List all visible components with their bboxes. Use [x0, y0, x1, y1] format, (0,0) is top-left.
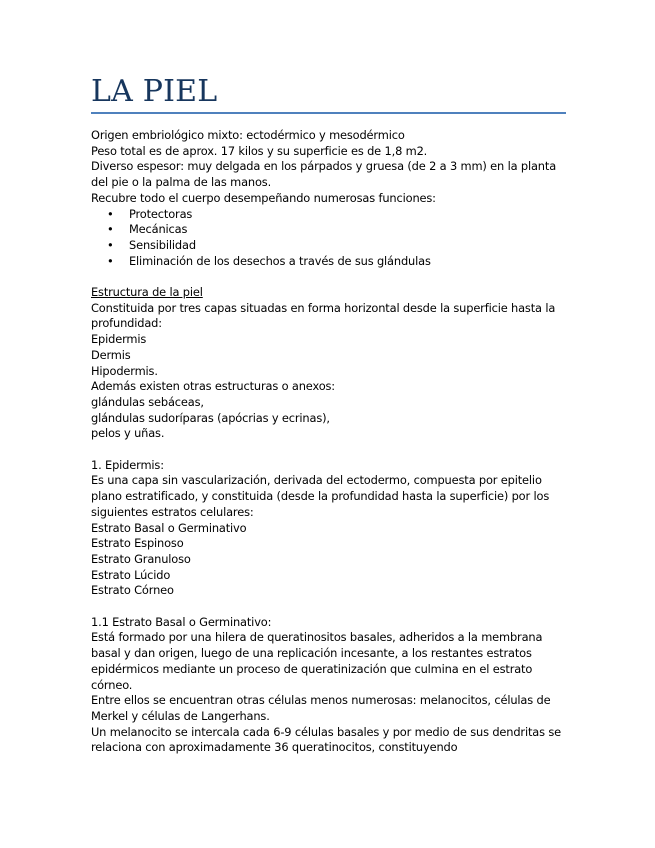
intro-line-espesor: Diverso espesor: muy delgada en los párpados y gruesa (de 2 a 3 mm) en la planta del pie o la palma de las manos. — [91, 159, 557, 190]
section-heading-estructura: Estructura de la piel — [91, 285, 203, 300]
bullet-icon: • — [107, 237, 114, 252]
estructura-line: Hipodermis. — [91, 363, 158, 378]
estructura-line: Dermis — [91, 347, 131, 362]
epidermis-line: Estrato Lúcido — [91, 567, 171, 582]
paragraph-spacer — [91, 599, 566, 615]
document-page — [91, 74, 566, 756]
list-item-label: Eliminación de los desechos a través de sus glándulas — [129, 253, 431, 268]
epidermis-line: Estrato Basal o Germinativo — [91, 520, 247, 535]
epidermis-line: Estrato Córneo — [91, 583, 174, 598]
list-item-label: Mecánicas — [129, 222, 188, 237]
list-item — [107, 253, 566, 270]
intro-line-peso: Peso total es de aprox. 17 kilos y su superficie es de 1,8 m2. — [91, 143, 428, 158]
estructura-line: Constituida por tres capas situadas en forma horizontal desde la superficie hasta la profundidad: — [91, 300, 556, 331]
list-item — [107, 237, 566, 254]
basal-line: Entre ellos se encuentran otras células menos numerosas: melanocitos, células de Merkel y células de Langerhans. — [91, 693, 551, 723]
list-item-label: Protectoras — [129, 206, 193, 221]
estructura-line: glándulas sebáceas, — [91, 394, 204, 409]
list-item-label: Sensibilidad — [129, 237, 196, 252]
estructura-line: glándulas sudoríparas (apócrias y ecrinas), — [91, 410, 330, 425]
list-item — [107, 222, 566, 238]
epidermis-line: Estrato Granuloso — [91, 551, 191, 566]
bullet-icon: • — [107, 222, 114, 237]
basal-line: Un melanocito se intercala cada 6-9 células basales y por medio de sus dendritas se relaciona con aproximadamente 36 queratinocitos, constituyendo — [91, 724, 562, 755]
basal-line: Está formado por una hilera de queratinositos basales, adheridos a la membrana basal y dan origen, luego de una replicación incesante, a los restantes estratos epidérmicos mediante un proceso de queratinización que culmina en el estrato córneo. — [91, 630, 543, 692]
section-heading-basal: 1.1 Estrato Basal o Germinativo: — [91, 614, 272, 629]
section-heading-epidermis: 1. Epidermis: — [91, 457, 164, 472]
intro-line-origen: Origen embriológico mixto: ectodérmico y mesodérmico — [91, 128, 405, 142]
document-title: LA PIEL — [91, 74, 218, 109]
paragraph-spacer — [91, 442, 566, 458]
list-item — [107, 206, 566, 223]
epidermis-line: Es una capa sin vascularización, derivada del ectodermo, compuesta por epitelio plano estratificado, y constituida (desde la profundidad hasta la superficie) por los siguientes estratos celulares: — [91, 473, 550, 519]
paragraph-spacer — [91, 269, 566, 285]
epidermis-line: Estrato Espinoso — [91, 536, 184, 551]
title-underline-rule — [91, 112, 566, 114]
intro-line-funciones: Recubre todo el cuerpo desempeñando numerosas funciones: — [91, 190, 436, 205]
bullet-icon: • — [107, 206, 114, 221]
estructura-line: Además existen otras estructuras o anexos: — [91, 379, 335, 394]
bullet-icon: • — [107, 253, 114, 268]
estructura-line: Epidermis — [91, 332, 147, 347]
estructura-line: pelos y uñas. — [91, 426, 165, 441]
functions-list — [91, 207, 566, 270]
